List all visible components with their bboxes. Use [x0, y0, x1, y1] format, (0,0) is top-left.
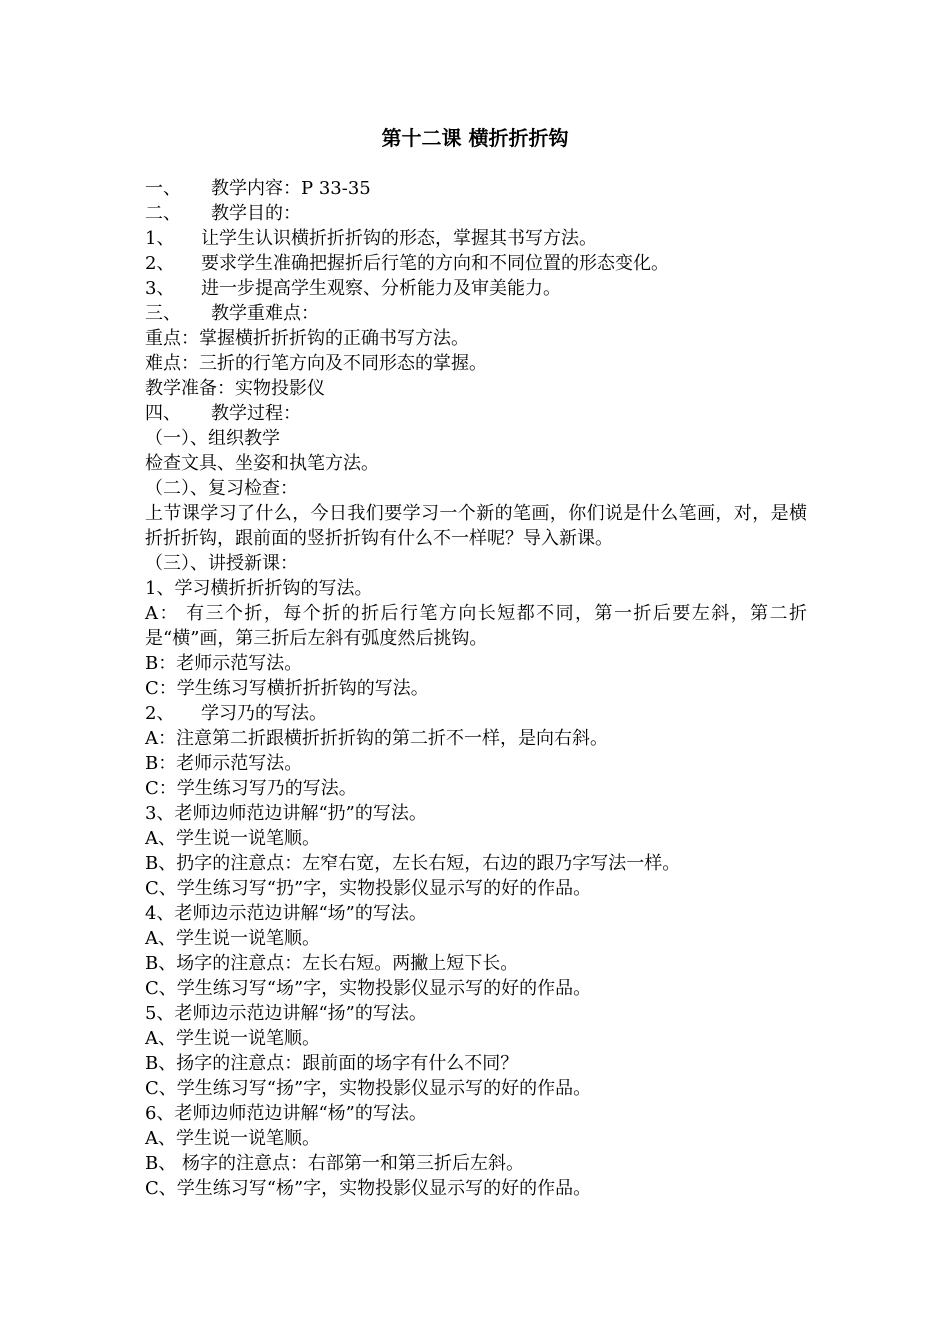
section-teaching-process	[145, 401, 807, 426]
process-heading: （一）、组织教学	[145, 428, 280, 449]
difficulty-point: 难点：三折的行笔方向及不同形态的掌握。	[145, 353, 487, 374]
goal-item	[145, 276, 807, 301]
lesson-item: 3、老师边师范边讲解“扔”的写法。	[145, 803, 427, 824]
lesson-item: 5、老师边示范边讲解“扬”的写法。	[145, 1003, 427, 1024]
lesson-subitem: C：学生练习写横折折折钩的写法。	[145, 678, 429, 699]
lesson-subitem: C、学生练习写“扬”字，实物投影仪显示写的好的作品。	[145, 1078, 592, 1099]
lesson-number: 2、	[145, 703, 175, 724]
lesson-subitem: B、扬字的注意点：跟前面的场字有什么不同？	[145, 1053, 519, 1074]
lesson-text: 学习乃的写法。	[201, 703, 327, 724]
lesson-subitem: A、学生说一说笔顺。	[145, 1028, 320, 1049]
lesson-subitem: C、学生练习写“扔”字，实物投影仪显示写的好的作品。	[145, 878, 592, 899]
lesson-item: 4、老师边示范边讲解“场”的写法。	[145, 903, 427, 924]
section-key-points	[145, 301, 807, 326]
lesson-subitem: B：老师示范写法。	[145, 753, 303, 774]
goal-item	[145, 251, 807, 276]
page-title: 第十二课 横折折折钩	[381, 126, 569, 150]
lesson-subitem: A、学生说一说笔顺。	[145, 828, 320, 849]
teaching-prep: 教学准备：实物投影仪	[145, 378, 325, 399]
lesson-item: 1、学习横折折折钩的写法。	[145, 578, 373, 599]
lesson-subitem: C、学生练习写“场”字，实物投影仪显示写的好的作品。	[145, 978, 592, 999]
lesson-subitem: B、 杨字的注意点：右部第一和第三折后左斜。	[145, 1153, 524, 1174]
lesson-item: 6、老师边师范边讲解“杨”的写法。	[145, 1103, 427, 1124]
goal-number: 1、	[145, 228, 175, 249]
section-teaching-content	[145, 176, 807, 201]
goal-text: 进一步提高学生观察、分析能力及审美能力。	[201, 278, 561, 299]
lesson-subitem: C：学生练习写乃的写法。	[145, 778, 357, 799]
document-body	[145, 176, 807, 1201]
lesson-subitem: C、学生练习写“杨”字，实物投影仪显示写的好的作品。	[145, 1178, 592, 1199]
section-text: 教学重难点：	[211, 303, 319, 324]
goal-text: 要求学生准确把握折后行笔的方向和不同位置的形态变化。	[201, 253, 669, 274]
goal-text: 让学生认识横折折折钩的形态，掌握其书写方法。	[201, 228, 597, 249]
goal-number: 3、	[145, 278, 175, 299]
process-paragraph: 上节课学习了什么，今日我们要学习一个新的笔画，你们说是什么笔画，对，是横折折折钩，跟前面的竖折折钩有什么不一样呢？导入新课。	[145, 503, 807, 549]
lesson-subitem: B、扔字的注意点：左窄右宽，左长右短，右边的跟乃字写法一样。	[145, 853, 681, 874]
section-number: 一、	[145, 178, 181, 199]
lesson-subitem: A： 有三个折，每个折的折后行笔方向长短都不同，第一折后要左斜，第二折是“横”画，第三折后左斜有弧度然后挑钩。	[145, 603, 807, 649]
section-number: 四、	[145, 403, 181, 424]
section-text: 教学目的：	[211, 203, 301, 224]
lesson-subitem: B、场字的注意点：左长右短。两撇上短下长。	[145, 953, 519, 974]
key-point: 重点：掌握横折折折钩的正确书写方法。	[145, 328, 469, 349]
lesson-item	[145, 701, 807, 726]
goal-number: 2、	[145, 253, 175, 274]
section-number: 三、	[145, 303, 181, 324]
section-text: 教学过程：	[211, 403, 301, 424]
section-number: 二、	[145, 203, 181, 224]
process-text: 检查文具、坐姿和执笔方法。	[145, 453, 379, 474]
lesson-subitem: A、学生说一说笔顺。	[145, 1128, 320, 1149]
lesson-subitem: A：注意第二折跟横折折折钩的第二折不一样，是向右斜。	[145, 728, 608, 749]
lesson-subitem: B：老师示范写法。	[145, 653, 303, 674]
section-teaching-goals	[145, 201, 807, 226]
process-heading: （三）、讲授新课：	[145, 553, 298, 574]
process-heading: （二）、复习检查：	[145, 478, 298, 499]
section-text: 教学内容：P 33-35	[211, 178, 371, 199]
goal-item	[145, 226, 807, 251]
lesson-subitem: A、学生说一说笔顺。	[145, 928, 320, 949]
